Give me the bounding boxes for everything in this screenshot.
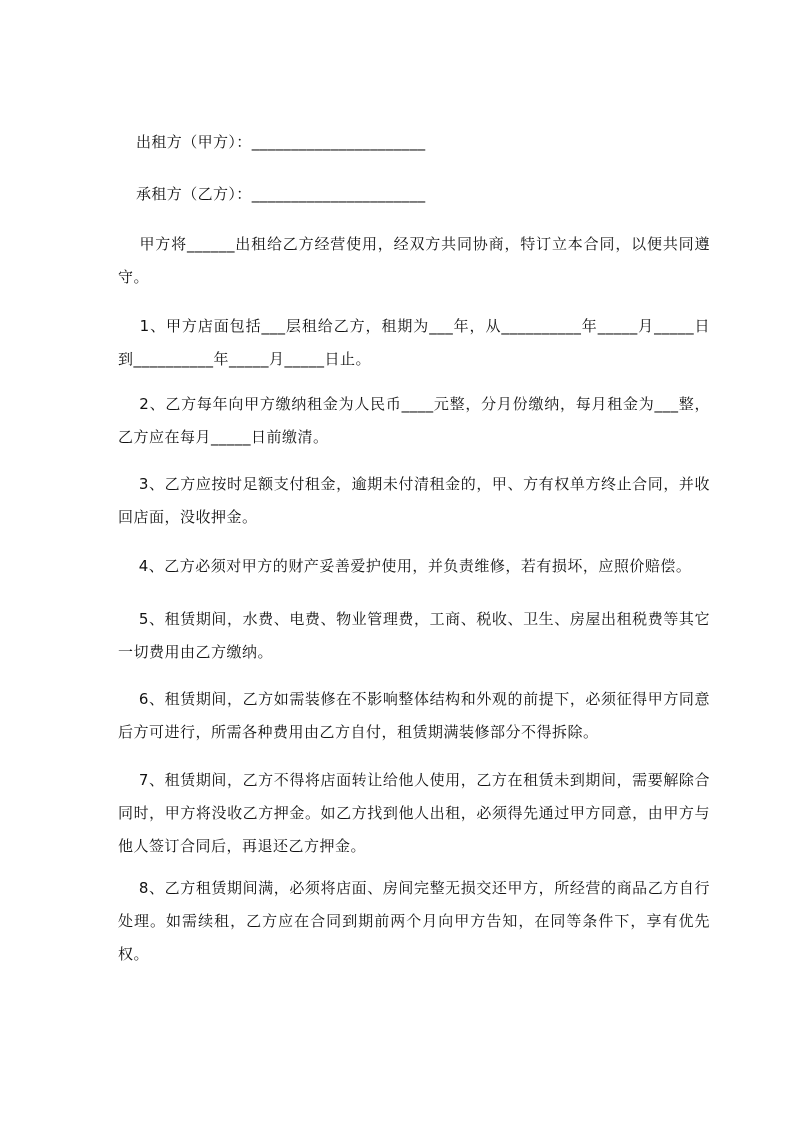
clause-8 — [118, 872, 710, 971]
clause-1 — [118, 310, 710, 376]
paragraph-text: 7、租赁期间，乙方不得将店面转让给他人使用，乙方在租赁未到期间，需要解除合同时，甲方将没收乙方押金。如乙方找到他人出租，必须得先通过甲方同意，由甲方与他人签订合同后，再退还乙方押金。 — [118, 771, 710, 855]
clause-5 — [118, 603, 710, 669]
lessee-line: 承租方（乙方）：______________________ — [136, 185, 426, 203]
paragraph-text: 甲方将______出租给乙方经营使用，经双方共同协商，特订立本合同，以便共同遵守。 — [118, 235, 710, 286]
paragraph-text: 8、乙方租赁期间满，必须将店面、房间完整无损交还甲方，所经营的商品乙方自行处理。如需续租，乙方应在合同到期前两个月向甲方告知，在同等条件下，享有优先权。 — [118, 879, 710, 963]
paragraph-text: 5、租赁期间，水费、电费、物业管理费，工商、税收、卫生、房屋出租税费等其它一切费用由乙方缴纳。 — [118, 610, 710, 661]
clause-2 — [118, 388, 710, 454]
clause-7 — [118, 764, 710, 863]
paragraph-text: 6、租赁期间，乙方如需装修在不影响整体结构和外观的前提下，必须征得甲方同意后方可进行，所需各种费用由乙方自付，租赁期满装修部分不得拆除。 — [118, 690, 710, 741]
clause-4 — [118, 550, 710, 583]
paragraph-text: 4、乙方必须对甲方的财产妥善爱护使用，并负责维修，若有损坏，应照价赔偿。 — [118, 557, 692, 575]
lessor-line: 出租方（甲方）：______________________ — [136, 133, 426, 151]
paragraph-text: 1、甲方店面包括___层租给乙方，租期为___年，从__________年_____月_____日到__________年_____月_____日止。 — [118, 317, 710, 368]
clause-3 — [118, 468, 710, 534]
clause-6 — [118, 683, 710, 749]
paragraph-text: 2、乙方每年向甲方缴纳租金为人民币____元整，分月份缴纳，每月租金为___整，乙方应在每月_____日前缴清。 — [118, 395, 710, 446]
paragraph-text: 3、乙方应按时足额支付租金，逾期未付清租金的，甲、方有权单方终止合同，并收回店面，没收押金。 — [118, 475, 710, 526]
preamble-paragraph — [118, 228, 710, 294]
